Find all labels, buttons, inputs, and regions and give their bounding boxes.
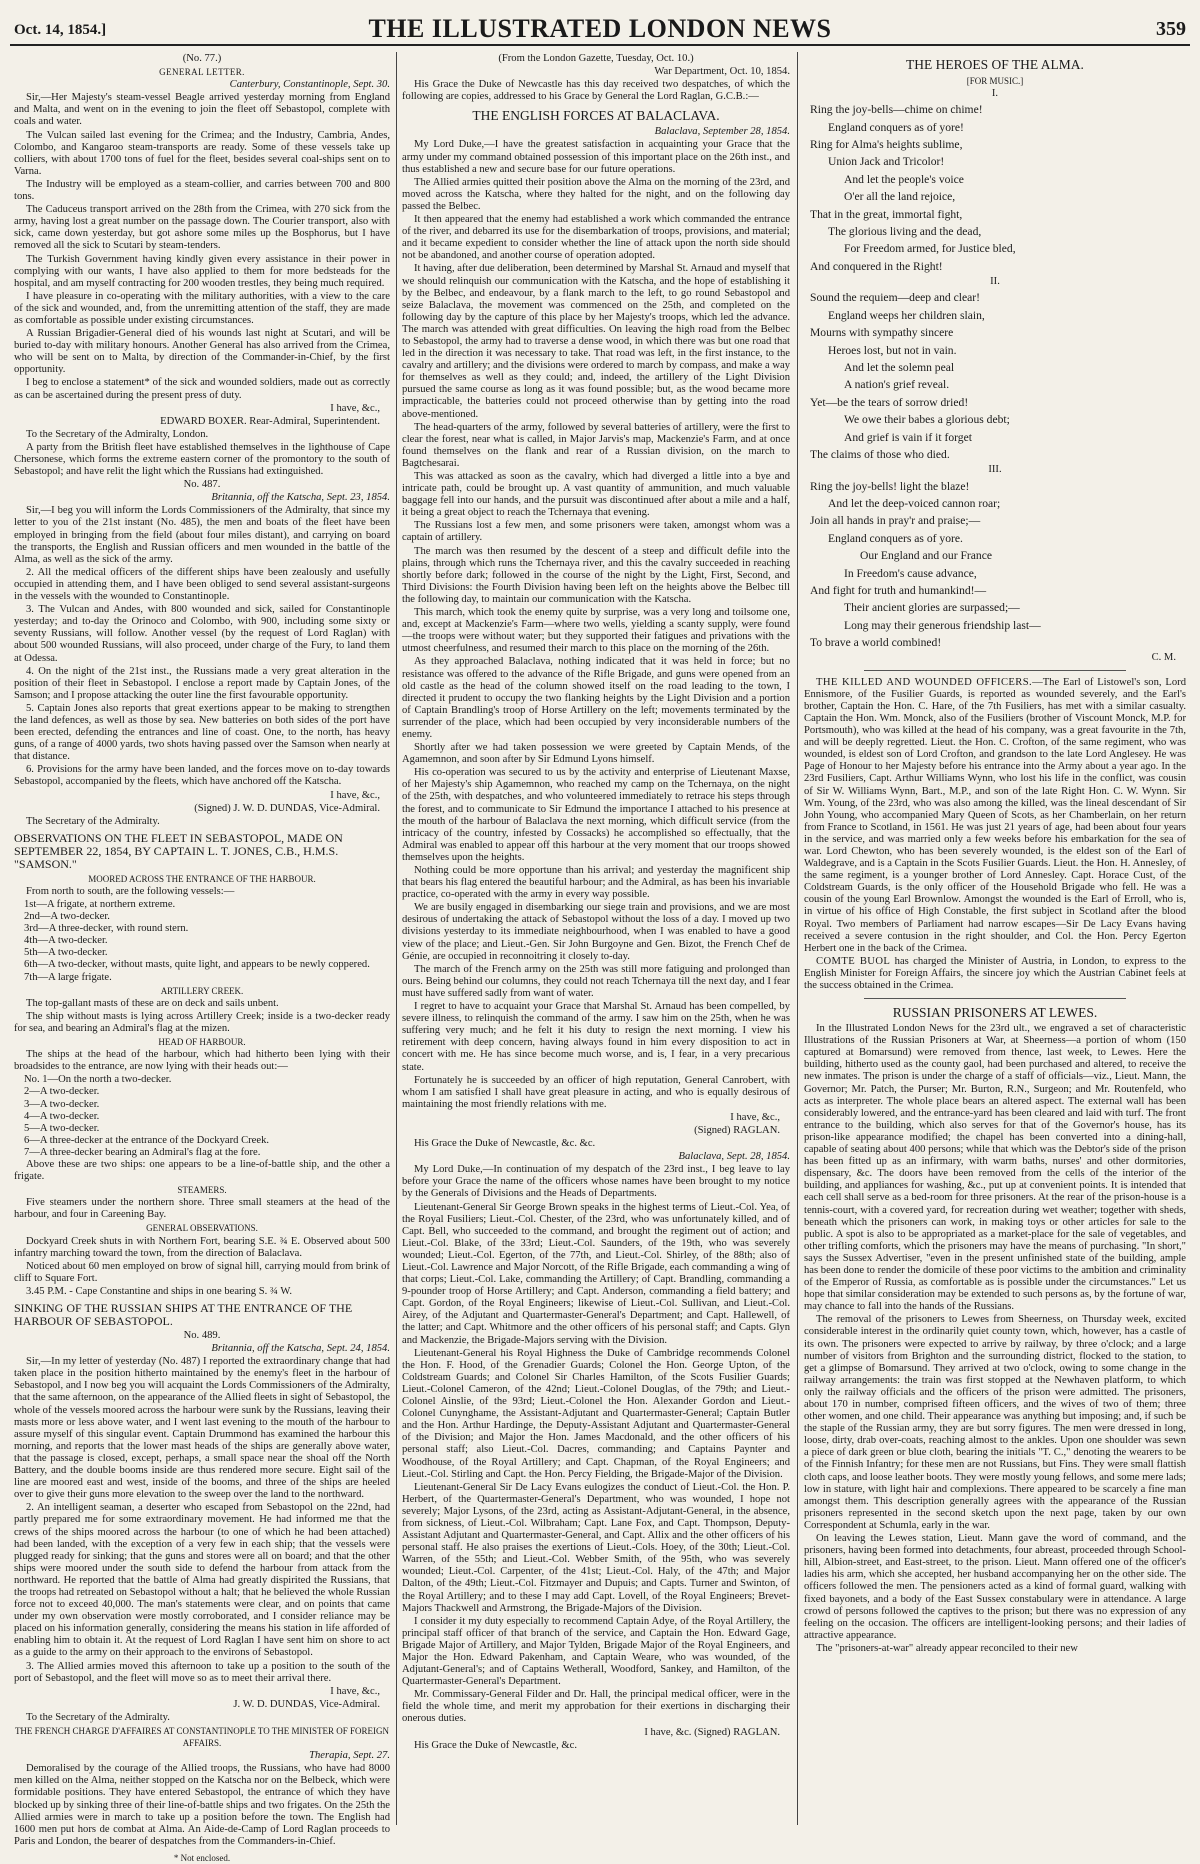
paragraph: It then appeared that the enemy had established a work which commanded the entrance of the river, and debarred its use for the disembarkation of troops, provisions, and material; and it became expedient to consider whether the line of attack upon the north side should not be abandoned, and another course of operation adopted. — [402, 214, 790, 262]
list-item: 6th—A two-decker, without masts, quite light, and appears to be newly coppered. — [24, 959, 370, 971]
poem-stanza — [804, 101, 1186, 275]
list-item: 7—A three-decker bearing an Admiral's flag at the fore. — [24, 1146, 261, 1158]
letter-number: No. 489. — [183, 1330, 221, 1341]
poem-line: Yet—be the tears of sorrow dried! — [810, 395, 969, 409]
column-divider — [396, 52, 397, 1825]
paragraph: Sir,—I beg you will inform the Lords Commissioners of the Admiralty, that since my letter to you of the 21st instant (No. 485), the men and boats of the fleet have been employed in bringing from the field (about four miles distant), and carrying on board the transports, the English and Russian officers and men wounded in the battle of the Alma, as well as the sick of the army. — [14, 505, 390, 565]
paragraph: Lieutenant-General his Royal Highness the Duke of Cambridge recommends Colonel the Hon. F. Hood, of the Grenadier Guards; Colonel the Hon. George Upton, of the Coldstream Guards; and Colonel Sir Charles Hamilton, of the Scots Fusilier Guards; Lieut.-Colonel Cameron, of the 42nd; Lieut.-Colonel Douglas, of the 79th; and Lieut.-Colonel Ainslie, of the 93rd; Lieut.-Colonel the Hon. Alexander Gordon and Lieut.-Colonel Cunynghame, the Assistant-Adjutant and Quartermaster-General; Captain Butler and the Hon. Arthur Hardinge, the Deputy-Assistant Adjutant and Quartermaster-General of the Division; and Major the Hon. James Macdonald, and the other officers of his personal staff; also Lieut.-Col. Dacres, commanding; and Captains Paynter and Woodhouse, of the Royal Artillery; and Capt. Chapman, of the Royal Engineers; and Lieut.-Col. Stirling and Capt. the Hon. Percy Fielding, the Brigade-Major of the Division. — [402, 1347, 790, 1480]
paragraph: The Industry will be employed as a steam-collier, and carries between 700 and 800 tons. — [14, 178, 390, 203]
article-heading: THE FRENCH CHARGE D'AFFAIRES AT CONSTANTINOPLE TO THE MINISTER OF FOREIGN AFFAIRS. — [14, 1726, 390, 1749]
paragraph: His co-operation was secured to us by the activity and enterprise of Lieutenant Maxse, of her Majesty's ship Agamemnon, who reached my camp on the Tchernaya, on the night of the 25th, with despatches, and who volunteered immediately to retrace his steps through the forest, and to communicate to Sir Edmund the importance I attached to his presence at the mouth of the harbour of Balaclava the next morning, which difficult service (from the intricacy of the country, infested by Cossacks) he accomplished so effectually, that the Admiral was enabled to appear off this harbour at the very moment that our troops showed themselves upon the heights. — [402, 767, 790, 863]
dateline: Canterbury, Constantinople, Sept. 30. — [229, 79, 390, 91]
addressee: To the Secretary of the Admiralty, London. — [26, 428, 209, 440]
dateline: Therapia, Sept. 27. — [309, 1750, 390, 1762]
paragraph: A Russian Brigadier-General died of his wounds last night at Scutari, and will be buried to-day with military honours. Another General has also arrived from the Crimea, who will be sent on to Malta, by direction of the Commander-in-Chief, by the first opportunity. — [14, 328, 390, 376]
paragraph: My Lord Duke,—In continuation of my despatch of the 23rd inst., I beg leave to lay before your Grace the name of the officers whose names have been brought to my notice by the Generals of Divisions and the Heads of Departments. — [402, 1164, 790, 1200]
addressee: The Secretary of the Admiralty. — [26, 815, 160, 827]
paragraph-text: —The Earl of Listowel's son, Lord Ennismore, of the Fusilier Guards, is reported as wounded severely, and the Earl's brother, Captain the Hon. C. Hare, of the 7th Fusiliers, has met with a similar casualty. Captain the Hon. Wm. Monck, also of the Fusiliers (brother of Viscount Monck, M.P. for Portsmouth), who was killed at the head of his company, was a great favourite in the 7th, and will be deeply regretted. Lieut. the Hon. C. Crofton, of the same regiment, who was wounded, is eldest son of Lord Crofton, and grandson to the late Lord Anglesey. He was Page of Honour to her Majesty before his entrance into the Army about a year ago. In the 23rd Fusiliers, Capt. Arthur Williams Wynn, who lost his life in the conflict, was cousin of Sir W. Williams Wynn, Bart., M.P., and son of the late Right Hon. C. W. Wynn. Sir Wm. Young, of the 23rd, who was also among the killed, was the lineal descendant of Sir John Young, who accompanied Mary Queen of Scots, as her Chamberlain, on her return from France to Scotland, in 1561. He was just 21 years of age, had been about four years in the service, and was married only a few weeks before his embarkation for the sea of war. Lord Chewton, who has been severely wounded, is the eldest son of the Earl of Waldegrave, and is a Captain in the Scots Fusilier Guards. Lieut. the Hon. H. Annesley, of the same regiment, is a younger brother of Lord Annesley. Capt. Horace Cust, of the Coldstream Guards, is the only officer of the Household Brigade who fell. He was a cousin of the young Earl Brownlow. Amongst the wounded is the Earl of Erroll, who is, in virtue of his office of High Constable, the first subject in Scotland after the blood Royal. Two members of Parliament had narrow escapes—Sir De Lacy Evans having received a severe contusion in the right shoulder, and Col. the Hon. Percy Egerton Herbert one in the back of the Crimea. — [804, 676, 1186, 954]
list-item: 2nd—A two-decker. — [24, 911, 110, 923]
subheading: GENERAL OBSERVATIONS. — [146, 1223, 258, 1234]
paragraph: As they approached Balaclava, nothing indicated that it was held in force; but no resistance was offered to the advance of the Rifle Brigade, and guns were opened from an old castle as the head of the column showed itself on the road leading to the town, I directed it prudent to occupy the two flanking heights by the Light Division and a portion of Captain Brandling's troop of Horse Artillery on the left; movements terminated by the surrender of the place, which had been occupied by very inconsiderable numbers of the enemy. — [402, 656, 790, 740]
paragraph: The march was then resumed by the descent of a steep and difficult defile into the plains, through which runs the Tchernaya river, and this the cavalry succeeded in reaching shortly before dark; followed in the course of the night by the Light, First, Second, and Third Divisions: the Fourth Division having been left on the heights above the Belbec till the following day, to maintain our communication with the Katscha. — [402, 545, 790, 605]
paragraph: Dockyard Creek shuts in with Northern Fort, bearing S.E. ¾ E. Observed about 500 infantry marching toward the town, from the direction of Balaclava. — [14, 1235, 390, 1259]
paragraph: The march of the French army on the 25th was still more fatiguing and prolonged than ours. Being behind our columns, they could not reach Tchernaya till the next day, and I fear must have suffered sadly from want of water. — [402, 963, 790, 999]
stanza-number: II. — [990, 276, 1000, 288]
paragraph: Shortly after we had taken possession we were greeted by Captain Mends, of the Agamemnon, and soon after by Sir Edmund Lyons himself. — [402, 742, 790, 766]
paragraph: The top-gallant masts of these are on deck and sails unbent. — [26, 997, 279, 1009]
article-heading: OBSERVATIONS ON THE FLEET IN SEBASTOPOL, MADE ON SEPTEMBER 22, 1854, BY CAPTAIN L. T. JONES, C.B., H.M.S. "SAMSON." — [14, 830, 343, 871]
paragraph: 5. Captain Jones also reports that great exertions appear to be making to strengthen the land defences, as well as those by sea. New batteries on both sides of the port have been erected, defending the entrances and line of coast. One, to the north, has heavy guns, of a range of 4000 yards, two shots having passed over the Samson when nearly at that distance. — [14, 702, 390, 763]
poem-line: And let the deep-voiced cannon roar; — [828, 496, 1001, 510]
paragraph: Five steamers under the northern shore. Three small steamers at the head of the harbour, and four in Careening Bay. — [14, 1197, 390, 1221]
poem-line: Mourns with sympathy sincere — [810, 326, 954, 340]
signature: EDWARD BOXER. Rear-Admiral, Superintendent. — [160, 415, 380, 427]
dateline: Britannia, off the Katscha, Sept. 23, 1854. — [211, 492, 390, 504]
paragraph: 4. On the night of the 21st inst., the Russians made a very great alteration in the position of their fleet in Sebastopol. I enclose a report made by Captain Jones, of the Samson; and I propose attacking the outer line the first favourable opportunity. — [14, 665, 390, 701]
paragraph: In the Illustrated London News for the 23rd ult., we engraved a set of characteristic Illustrations of the Russian Prisoners at War, at Sheerness—a portion of whom (150 captured at Bomarsund) were removed from thence, last week, to Lewes. Here the building, hitherto used as the county gaol, had been purchased and altered, to receive the new inmates. The prison is under the charge of a staff of officials—viz., Lieut. Mann, the Governor; Mr. Patch, the Purser; Mr. Burton, R.N., Surgeon; and Mr. Routenfeld, who acts as interpreter. The whole place bears an altered aspect. The external wall has been considerably lowered, and the entrance-yard has been cleared and laid with turf. The front entrance to the building, which also serves for that of the Governor's house, has its prison-like appearance modified; the chapel has been converted into a dining-hall, capable of seating about 400 persons; while that which was the Debtor's side of the prison has been fitted up as an infirmary, with warm baths, nurses' and other dormitories, dispensary, &c. The doors have been removed from the cells of the interior of the building, and appliances for washing, &c., put up at convenient points. It is intended that each cell shall serve as a bed-room for three prisoners. At the rear of the prison-house is a tennis-court, with a covered yard, for recreation during wet weather; together with sheds, beneath which the prisoners can work, in making toys or other articles for sale to the public. A spot is also to be appropriated as a market-place for the sale of vegetables, and other trifling comforts, which the prisoners may have the means of purchasing. "In short," says the Sussex Advertiser, "even in the present unfinished state of the building, ample has been done to render the domicile of these poor victims to the ambition and criminality of the Emperor of Russia, as comfortable as is possible under the circumstances." Let us hope that similar consideration may be extended to such persons as, by the fortune of war, may chance to fall into the hands of the Russians. — [804, 1023, 1186, 1313]
poem-title: THE HEROES OF THE ALMA. — [906, 57, 1084, 72]
vessel-list — [14, 899, 390, 984]
poem-line: And fight for truth and humankind!— — [810, 583, 987, 597]
poem-line: England conquers as of yore. — [828, 531, 963, 545]
subheading: HEAD OF HARBOUR. — [158, 1037, 246, 1048]
paragraph: Sir,—Her Majesty's steam-vessel Beagle arrived yesterday morning from England and Malta, and went on in the evening to join the fleet off Sebastopol, complete with coals and water. — [14, 92, 390, 128]
paragraph: Nothing could be more opportune than his arrival; and yesterday the magnificent ship that bears his flag entered the beautiful harbour; and the Admiral, as has been his invariable practice, co-operated with the army in every way possible. — [402, 865, 790, 901]
column-middle — [402, 52, 790, 1827]
paragraph: The "prisoners-at-war" already appear reconciled to their new — [816, 1642, 1078, 1654]
addressee: His Grace the Duke of Newcastle, &c. &c. — [414, 1138, 596, 1150]
paragraph: Lieutenant-General Sir George Brown speaks in the highest terms of Lieut.-Col. Yea, of the Royal Fusiliers; Lieut.-Col. Chester, of the 23rd, who was unfortunately killed, and of Capt. Bell, who succeeded to the command, and brought the regiment out of action; and Lieut.-Col. Blake, of the 33rd; Lieut.-Col. Saunders, of the 19th, who was severely wounded; Lieut.-Col. Egerton, of the 77th, and Lieut.-Col. Shirley, of the 88th; also of Lieut.-Col. Lawrence and Major Norcott, of the Rifle Brigade, each commanding a wing of that corps; Lieut.-Col. Lake, commanding the Artillery; of Capt. Brandling, commanding a 9-pounder troop of Horse Artillery; and Capt. Anderson, commanding a field battery; and Capt. Gordon, of the Royal Engineers; likewise of Lieut.-Col. Sullivan, and Lieut.-Col. Airey, of the Adjutant and Quartermaster-General's Department; and Capt. Hallewell, of the latter; and Capt. Whitmore and the other officers of his personal staff; and Capts. Glyn and Mackenzie, the Brigade-Majors serving with the Division. — [402, 1201, 790, 1346]
column-left — [14, 52, 390, 1863]
paragraph: The Turkish Government having kindly given every assistance in their power in complying with our wants, I have also applied to them for more bedsteads for the hospital, and am myself contracting for 200 wooden trestles, they being much required. — [14, 253, 390, 289]
poem-line: Ring the joy-bells—chime on chime! — [810, 103, 983, 117]
paragraph: 3.45 P.M. - Cape Constantine and ships in one bearing S. ¾ W. — [26, 1285, 293, 1297]
poem-subtitle: [FOR MUSIC.] — [966, 76, 1024, 86]
paragraph: 3. The Allied armies moved this afternoon to take up a position to the south of the port of Sebastopol, and the fleet will move so as to meet their arrival there. — [14, 1660, 390, 1684]
list-item: 1st—A frigate, at northern extreme. — [24, 899, 176, 910]
stanza-number: I. — [991, 88, 999, 100]
list-item: 7th—A large frigate. — [24, 971, 112, 983]
paragraph: Lieutenant-General Sir De Lacy Evans eulogizes the conduct of Lieut.-Col. the Hon. P. Herbert, of the Quartermaster-General's Department, who was wounded, I hope not severely; Major Lysons, of the 23rd, acting as Assistant-Adjutant-General, in the absence, from sickness, of Lieut.-Col. Wilbraham; Capt. Lane Fox, and Capt. Thompson, Deputy-Assistant Adjutant and Quartermaster-General, and Capt. Allix and the other officers of his personal staff. He also praises the exertions of Lieut.-Cols. Hoey, of the 30th; Lieut.-Col. Warren, of the 55th; and Lieut.-Col. Webber Smith, of the 95th, who was severely wounded; Lieut.-Col. Carpenter, of the 41st; Lieut.-Col. Haly, of the 47th; and Major Dalton, of the 49th; Lieut.-Col. Fitzmayer and Dupuis; and Capts. Turner and Swinton, of the Royal Artillery; and to these I may add Capt. Lovell, of the Royal Engineers; Brevet-Majors Thackwell and Armstrong, the Brigade-Majors of the Division. — [402, 1481, 790, 1614]
paragraph: On leaving the Lewes station, Lieut. Mann gave the word of command, and the prisoners, having been formed into detachments, four abreast, proceeded through School-hill, Albion-street, and East-street, to the prison. Lieut. Mann offered one of the officer's ladies his arm, which she accepted, her husband accompanying her on the other side. The officers followed the men. The pensioners acted as a kind of formal guard, walking with fixed bayonets, and a body of the East Sussex constabulary were in attendance. A large crowd of persons followed the captives to the prison; but there was no expression of any feeling on the occasion. The officers are intelligent-looking persons; and their ladies of attractive appearance. — [804, 1533, 1186, 1641]
letter-number: (No. 77.) — [182, 53, 222, 64]
paragraph: The Caduceus transport arrived on the 28th from the Crimea, with 270 sick from the army, having lost a great number on the passage down. The Courier transport, also with sick, came down yesterday, but got ashore some miles up the Bosphorus, but I have removed all the sick to Scutari by steam-tenders. — [14, 204, 390, 252]
poem-line: And let the people's voice — [844, 172, 964, 186]
poem-line: For Freedom armed, for Justice bled, — [844, 242, 1016, 256]
list-item: No. 1—On the north a two-decker. — [24, 1074, 172, 1086]
poem-line: Join all hands in pray'r and praise;— — [810, 514, 981, 528]
run-in-heading: THE KILLED AND WOUNDED OFFICERS. — [816, 676, 1033, 688]
paragraph: The removal of the prisoners to Lewes from Sheerness, on Thursday week, excited considerable interest in the ordinarily quiet county town, which, however, has a castle of its own. The prisoners were expected to arrive by railway, by three o'clock; and a large number of visitors from Brighton and the surrounding district, flocked to the station, to get a glimpse of Bomarsund. They arrived at two o'clock, owing to some change in the railway arrangements: the train was first stopped at the Newhaven platform, to which only the railway officials and the officers of the prison were admitted. The prisoners, about 170 in number, comprised fifteen officers, and the wives of two of them; three other women, and one child. Their appearance was anything but imposing; and, if such be the staple of the Russian army, they are but sorry figures. The men were dressed in long, loose, dirty, drab over-coats, reaching almost to the ankles. Upon one shoulder was sewn a piece of dark green or blue cloth, bearing the initials "T. C.," denoting the wearers to be of the Finnish Infantry; for these men are not Russians, but Fins. They were small flattish cloth caps, and loose leather boots. They were mostly young fellows, and some mere lads; low in stature, with light hair and complexions. There appeared to be scarcely a fine man amongst them. This description generally agrees with the appearance of the Russian prisoners represented in the second sketch upon the next page, taken by our own Correspondent at Schumla, early in the war. — [804, 1314, 1186, 1531]
paragraph: A party from the British fleet have established themselves in the lighthouse of Cape Chersonese, which forms the extreme eastern corner of the promontory to the south of Sebastopol; and have relit the light which the Russians had extinguished. — [14, 441, 390, 478]
poem-line: Ring the joy-bells! light the blaze! — [810, 479, 970, 493]
poem-line: The glorious living and the dead, — [828, 225, 982, 239]
poem-stanza — [804, 289, 1186, 463]
poem-line: Their ancient glories are surpassed;— — [844, 601, 1020, 615]
paragraph — [804, 677, 1186, 955]
poem-line: Sound the requiem—deep and clear! — [810, 291, 980, 305]
paragraph: I beg to enclose a statement* of the sick and wounded soldiers, made out as correctly as can be ascertained during the present press of duty. — [14, 377, 390, 401]
section-heading: GENERAL LETTER. — [159, 67, 245, 78]
section-divider — [864, 998, 1126, 999]
poem-stanza — [804, 478, 1186, 652]
newspaper-title: THE ILLUSTRATED LONDON NEWS — [368, 14, 832, 43]
paragraph: The ship without masts is lying across Artillery Creek; inside is a two-decker ready for sea, and bearing an Admiral's flag at the mizen. — [14, 1010, 390, 1034]
vessel-list — [14, 1074, 390, 1159]
poem-line: Ring for Alma's heights sublime, — [810, 138, 963, 151]
paragraph: The Allied armies quitted their position above the Alma on the morning of the 23rd, and moved across the Katscha, where they halted for the night, and on the following day passed the Belbec. — [402, 176, 790, 212]
column-divider — [797, 52, 798, 1825]
list-item: 2—A two-decker. — [24, 1086, 100, 1098]
source-line: (From the London Gazette, Tuesday, Oct. 10.) — [498, 53, 694, 64]
signature: J. W. D. DUNDAS, Vice-Admiral. — [233, 1698, 380, 1710]
paragraph-text: has charged the Minister of Austria, in London, to express to the English Minister for Foreign Affairs, the sincere joy which the Austrian Cabinet feels at the success obtained in the Crimea. — [804, 955, 1186, 991]
paragraph: Above these are two ships: one appears to be a line-of-battle ship, and the other a frigate. — [14, 1158, 390, 1183]
paragraph: The Vulcan sailed last evening for the Crimea; and the Industry, Cambria, Andes, Colombo, and Kangaroo steam-transports are ready. Some of these vessels take up colliers, with about 1700 tons of fuel for the fleet, besides several coal-ships sent on to Varna. — [14, 129, 390, 177]
article-heading: SINKING OF THE RUSSIAN SHIPS AT THE ENTRANCE OF THE HARBOUR OF SEBASTOPOL. — [14, 1301, 353, 1328]
addressee: To the Secretary of the Admiralty. — [26, 1711, 170, 1723]
paragraph: Fortunately he is succeeded by an officer of high reputation, General Canrobert, with whom I am satisfied I shall have great pleasure in acting, and who is equally desirous of maintaining the most friendly relations with me. — [402, 1074, 790, 1110]
poem-line: That in the great, immortal fight, — [810, 207, 963, 221]
paragraph: 3. The Vulcan and Andes, with 800 wounded and sick, sailed for Constantinople yesterday; and to-day the Orinoco and Colombo, with 900, including some sixty or seventy Russians, will follow. Another vessel (by the request of Lord Raglan) with about 500 wounded Russians, will also proceed, under charge of the Fury, to land them at Odessa. — [14, 604, 390, 664]
page-number: 359 — [1156, 18, 1186, 40]
paragraph: Mr. Commissary-General Filder and Dr. Hall, the principal medical officer, were in the field the whole time, and merit my approbation for their exertions in discharging their onerous duties. — [402, 1689, 790, 1725]
paragraph: His Grace the Duke of Newcastle has this day received two despatches, of which the following are copies, addressed to his Grace by General the Lord Raglan, G.C.B.:— — [402, 79, 790, 103]
poem-line: O'er all the land rejoice, — [844, 190, 956, 204]
subheading: MOORED ACROSS THE ENTRANCE OF THE HARBOUR. — [88, 873, 316, 884]
closing: I have, &c., — [330, 402, 380, 414]
list-item: 5th—A two-decker. — [24, 947, 108, 959]
list-item: 4th—A two-decker. — [24, 935, 108, 947]
masthead — [10, 4, 1190, 46]
poem-line: We owe their babes a glorious debt; — [844, 413, 1010, 427]
paragraph: Noticed about 60 men employed on brow of signal hill, carrying mould from brink of cliff to Square Fort. — [14, 1260, 390, 1284]
poem-line: Heroes lost, but not in vain. — [828, 343, 957, 357]
poem-line: Our England and our France — [860, 549, 992, 563]
poem-signature: C. M. — [1151, 651, 1176, 663]
list-item: 4—A two-decker. — [24, 1110, 100, 1122]
paragraph: I regret to have to acquaint your Grace that Marshal St. Arnaud has been compelled, by severe illness, to relinquish the command of the army. I saw him on the 25th, when he was suffering very much; and he felt it his duty to resign the next morning. I view his retirement with deep concern, having always found in him every disposition to act in concert with me. He has since become much worse, and is, I fear, in a very precarious state. — [402, 1001, 790, 1073]
run-in-heading: COMTE BUOL — [816, 955, 891, 967]
poem-line: And let the solemn peal — [844, 360, 955, 374]
poem-line: England conquers as of yore! — [828, 120, 964, 134]
poem-line: A nation's grief reveal. — [844, 378, 950, 392]
list-item: 3—A two-decker. — [24, 1098, 100, 1110]
paragraph: 2. All the medical officers of the different ships have been zealously and usefully occupied in attending them, and I have been obliged to send several assistant-surgeons in the vessels with the wounded to Constantinople. — [14, 566, 390, 603]
letter-number: No. 487. — [183, 479, 221, 491]
paragraph: 2. An intelligent seaman, a deserter who escaped from Sebastopol on the 22nd, had partly prepared me for some extraordinary movement. He had informed me that the crews of the ships moored across the harbour (to one of which he had been attached) had been landed, with the exception of a very few in each ship; that the vessels were plugged ready for sinking; that the guns and stores were all on board; and that the other ships were moored under the south side to defend the harbour from attack from the northward. He reported that the battle of Alma had greatly dispirited the Russians, that the troops had retreated on Sebastopol without a halt; that he believed the whole Russian force not to exceed 40,000. The man's statements were clear, and on points that came under my own observation were mostly corroborated, and I consider reliance may be placed on his information generally, considering the means his station in life afforded of enabling him to obtain it. At the request of Lord Raglan I have sent him on shore to act as a guide to the army on their approach to the environs of Sebastopol. — [14, 1502, 390, 1659]
dateline: War Department, Oct. 10, 1854. — [654, 66, 790, 78]
closing: I have, &c., — [730, 1111, 780, 1123]
poem-line: England weeps her children slain, — [828, 308, 985, 322]
paragraph: I have pleasure in co-operating with the military authorities, with a view to the care of the sick and wounded, and, from the unremitting attention of the staff, they are made as comfortable as possible under existing circumstances. — [14, 290, 390, 326]
poem-line: Union Jack and Tricolor! — [828, 155, 945, 169]
subheading: ARTILLERY CREEK. — [160, 985, 244, 996]
poem-line: To brave a world combined! — [810, 636, 942, 650]
paragraph: From north to south, are the following vessels:— — [26, 885, 235, 897]
list-item: 6—A three-decker at the entrance of the Dockyard Creek. — [24, 1134, 270, 1146]
paragraph: 6. Provisions for the army have been landed, and the forces move on to-day towards Sebastopol, accompanied by the fleets, which have anchored off the Katscha. — [14, 764, 390, 788]
paragraph: This march, which took the enemy quite by surprise, was a very long and toilsome one, and, except at Mackenzie's Farm—where two wells, yielding a scanty supply, were found—the troops were without water; but they supported their fatigues and privations with the utmost cheerfulness, and resumed their march to this place on the morning of the 26th. — [402, 607, 790, 655]
section-divider — [864, 670, 1126, 671]
paragraph: The head-quarters of the army, followed by several batteries of artillery, were the first to clear the forest, near what is called, in Major Jarvis's map, Mackenzie's Farm, and at once found themselves on the flank and rear of a Russian division, on the march to Bagtchesarai. — [402, 421, 790, 469]
column-right — [804, 52, 1186, 1827]
article-heading: THE ENGLISH FORCES AT BALACLAVA. — [472, 108, 720, 124]
footnote: * Not enclosed. — [173, 1852, 231, 1863]
closing: I have, &c., — [330, 789, 380, 801]
dateline: Britannia, off the Katscha, Sept. 24, 1854. — [211, 1343, 390, 1355]
stanza-number: III. — [988, 464, 1002, 476]
paragraph: Demoralised by the courage of the Allied troops, the Russians, who have had 8000 men killed on the Alma, neither stopped on the Katscha nor on the Belbeck, which were formidable positions. They have entered Sebastopol, the entrance of which they have blocked up by sinking three of their line-of-battle ships and two frigates. On the 25th the Allied armies were in march to take up a position before the town. The English had 1600 men put hors de combat at Alma. An Aide-de-Camp of Lord Raglan proceeds to Paris and London, the bearer of despatches from the Commanders-in-Chief. — [14, 1763, 390, 1847]
paragraph: The ships at the head of the harbour, which had hitherto been lying with their broadsides to the entrance, are now lying with their heads out:— — [14, 1049, 390, 1073]
paragraph — [804, 956, 1186, 992]
paragraph: This was attacked as soon as the cavalry, which had diverged a little into a bye and intricate path, could be brought up. A vast quantity of ammunition, and much valuable baggage fell into our hands, and the pursuit was discontinued after about a mile and a half, it being a great object to reach the Tchernaya that evening. — [402, 471, 790, 519]
closing: I have, &c., — [330, 1685, 380, 1697]
subheading: STEAMERS. — [177, 1185, 227, 1196]
poem-line: And grief is vain if it forget — [844, 430, 972, 444]
signature: (Signed) RAGLAN. — [694, 1124, 780, 1136]
paragraph: It having, after due deliberation, been determined by Marshal St. Arnaud and myself that we should relinquish our communication with the Katscha, and the hope of establishing it by the Belbec, and endeavour, by a flank march to the left, to go round Sebastopol and seize Balaclava, the movement was commenced on the 25th, and completed on the following day by the capture of this place by her Majesty's troops, which led the advance. The march was attended with great difficulties. On leaving the high road from the Belbec to Sebastopol, the army had to traverse a dense wood, in which there was but one road that led in the direction it was necessary to take. That road was left, in the first instance, to the cavalry and artillery; and the divisions were ordered to march by compass, and make a way for themselves as well as they could; and, indeed, the artillery of the Light Division pursued the same course as long as it was found possible; but, as the wood became more impracticable, the batteries could not proceed otherwise than by getting into the road above-mentioned. — [402, 263, 790, 420]
paragraph: We are busily engaged in disembarking our siege train and provisions, and we are most desirous of undertaking the attack of Sebastopol without the loss of a day. I moved up two divisions yesterday to its immediate neighbourhood, when I was enabled to have a good view of the place; and Lieut.-Gen. Sir John Burgoyne and Gen. Bizot, the French Chef de Génie, are occupied in reconnoitring it closely to-day. — [402, 902, 790, 962]
poem-line: And conquered in the Right! — [810, 259, 943, 273]
signature: (Signed) J. W. D. DUNDAS, Vice-Admiral. — [194, 802, 380, 814]
dateline: Balaclava, September 28, 1854. — [654, 126, 790, 138]
list-item: 5—A two-decker. — [24, 1122, 100, 1134]
poem-line: In Freedom's cause advance, — [844, 566, 977, 580]
addressee: His Grace the Duke of Newcastle, &c. — [414, 1739, 577, 1751]
paragraph: The Russians lost a few men, and some prisoners were taken, amongst whom was a captain of artillery. — [402, 520, 790, 544]
poem-line: Long may their generous friendship last— — [844, 618, 1041, 632]
list-item: 3rd—A three-decker, with round stern. — [24, 923, 189, 935]
issue-date: Oct. 14, 1854.] — [14, 22, 107, 38]
dateline: Balaclava, Sept. 28, 1854. — [678, 1151, 790, 1163]
signature: I have, &c. (Signed) RAGLAN. — [644, 1726, 780, 1738]
paragraph: Sir,—In my letter of yesterday (No. 487) I reported the extraordinary change that had taken place in the position hitherto maintained by the enemy's fleet in the harbour of Sebastopol, and I now beg you will acquaint the Lords Commissioners of the Admiralty, that the same afternoon, on the appearance of the Allied fleets in sight of Sebastopol, the whole of the vessels moored across the harbour were sunk by the Russians, leaving their masts more or less above water, and I went last evening to the mouth of the harbour to assure myself of this singular event. Captain Drummond has examined the harbour this morning, and reports that the lower mast heads of the ships are generally above water, that the passage is closed, except, perhaps, a small space near the shoal off the North Battery, and the double booms inside are thus rendered more secure. Eight sail of the line are moored east and west, inside of the booms, and three of the ships are heeled over to give their guns more elevation to the sweep over the land to the northward. — [14, 1356, 390, 1501]
paragraph: I consider it my duty especially to recommend Captain Adye, of the Royal Artillery, the principal staff officer of that branch of the service, and Captain the Hon. Edward Gage, Brigade Major of Artillery, and Major Tylden, Brigade Major of the Royal Engineers, and Major the Hon. Edward Pakenham, and Captain Weare, who was wounded, of the Adjutant-General's; and of Captains Wetherall, Woodford, Sankey, and Hamilton, of the Quartermaster-General's Department. — [402, 1615, 790, 1688]
paragraph: My Lord Duke,—I have the greatest satisfaction in acquainting your Grace that the army under my command obtained possession of this important place on the 26th inst., and thus established a new and secure base for our future operations. — [402, 139, 790, 175]
article-heading: RUSSIAN PRISONERS AT LEWES. — [892, 1005, 1098, 1021]
poem-line: The claims of those who died. — [810, 448, 950, 461]
